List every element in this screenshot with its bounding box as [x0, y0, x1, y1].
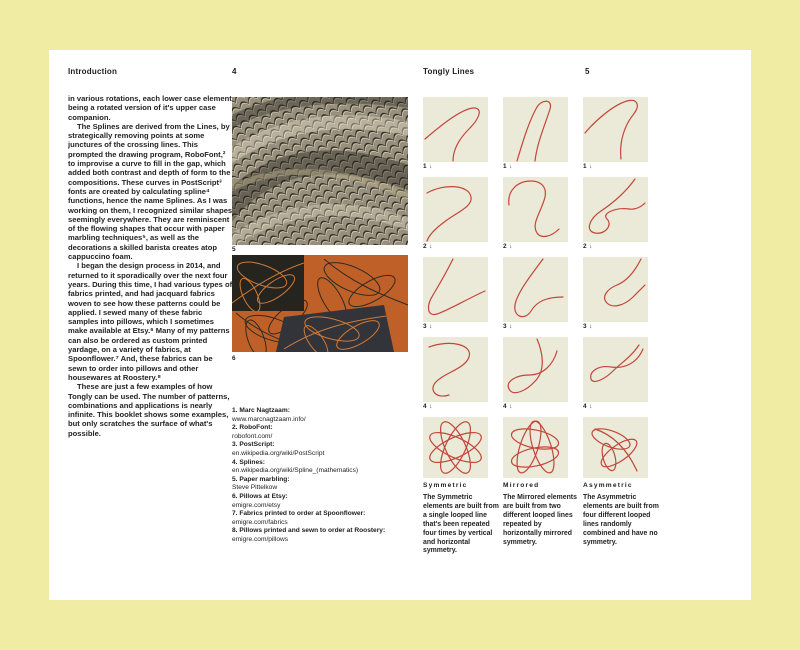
spline-tile — [503, 337, 568, 402]
spline-tile — [583, 257, 648, 322]
spline-tile — [423, 97, 488, 162]
symmetric-element-tile — [423, 417, 488, 478]
row-label: 2 ↓ — [583, 243, 593, 250]
row-label: 3 ↓ — [503, 323, 513, 330]
row-label: 2 ↓ — [423, 243, 433, 250]
pillows-photo — [232, 255, 408, 352]
footnote-value: emigre.com/pillows — [232, 535, 289, 543]
spline-tile — [423, 257, 488, 322]
paper-marbling-graphic — [232, 97, 408, 245]
footnote-value: en.wikipedia.org/wiki/PostScript — [232, 449, 325, 457]
body-paragraph: in various rotations, each lower case element being a rotated version of it's upper case companion. — [68, 94, 232, 122]
left-page-title: Introduction — [68, 67, 118, 76]
introduction-body-text — [68, 94, 233, 438]
row-label: 1 ↓ — [423, 163, 433, 170]
pillows-graphic — [232, 255, 408, 352]
footnote-label: 8. Pillows printed and sewn to order at Roostery: — [232, 527, 386, 535]
spline-tile — [423, 337, 488, 402]
right-page-number: 5 — [585, 67, 590, 76]
footnote-value: Steve Pittelkow — [232, 484, 278, 492]
footnote-value: robofont.com/ — [232, 432, 273, 440]
spline-tile — [583, 177, 648, 242]
spline-tile — [583, 97, 648, 162]
mirrored-element-tile — [503, 417, 568, 478]
row-label: 1 ↓ — [583, 163, 593, 170]
row-label: 3 ↓ — [423, 323, 433, 330]
spline-tile — [503, 177, 568, 242]
row-label: 1 ↓ — [503, 163, 513, 170]
asymmetric-element-tile — [583, 417, 648, 478]
column-heading-symmetric: Symmetric — [423, 482, 468, 489]
spline-tile — [583, 337, 648, 402]
row-label: 4 ↓ — [583, 403, 593, 410]
row-label: 4 ↓ — [503, 403, 513, 410]
body-paragraph: I began the design process in 2014, and returned to it sporadically over the next four years. During this time, I had various types of fabrics printed, and had jacquard fabrics woven to see how these patterns could be applied. I sewed many of these fabric samples into pillows, which I sometimes make available at Etsy.⁶ Many of my patterns can also be ordered as custom printed yardage, on a variety of fabrics, at Spoonflower.⁷ And, these fabrics can be sewn to order into pillows and other housewares at Roostery.⁸ — [68, 261, 233, 382]
figure-caption: 5 — [232, 246, 236, 253]
footnote-value: emigre.com/etsy — [232, 501, 281, 509]
footnote-label: 2. RoboFont: — [232, 424, 273, 432]
left-page-number: 4 — [232, 67, 237, 76]
row-label: 2 ↓ — [503, 243, 513, 250]
footnotes-list — [232, 407, 412, 545]
spline-tile — [423, 177, 488, 242]
spline-tile — [503, 97, 568, 162]
footnote-value: emigre.com/fabrics — [232, 518, 288, 526]
footnote-label: 7. Fabrics printed to order at Spoonflower: — [232, 510, 366, 518]
column-description: The Asymmetric elements are built from four different looped lines randomly combined and have no symmetry. — [583, 494, 659, 546]
column-heading-asymmetric: Asymmetric — [583, 482, 633, 489]
body-paragraph: These are just a few examples of how Tongly can be used. The number of patterns, combinations and applications is nearly infinite. This booklet shows some examples, but only scratches the surface of what's possible. — [68, 382, 230, 438]
body-paragraph: The Splines are derived from the Lines, by strategically removing points at some junctures of the crossing lines. This prompted the drawing program, RoboFont,² to improvise a curve to fill in the gap, which added both contrast and depth of form to the compositions. These curves in PostScript³ fonts are created by calculating spline⁴ functions, hence the name Splines. As I was working on them, I recognized similar shapes seemingly everywhere. They are reminiscent of the flowing shapes that occur with paper marbling techniques⁵, as well as the decorations a skilled barista creates atop cappuccino foam. — [68, 121, 233, 262]
booklet-spread — [49, 50, 751, 600]
footnote-label: 3. PostScript: — [232, 441, 275, 449]
row-label: 4 ↓ — [423, 403, 433, 410]
footnote-value: www.marcnagtzaam.info/ — [232, 415, 306, 423]
column-heading-mirrored: Mirrored — [503, 482, 540, 489]
footnote-label: 1. Marc Nagtzaam: — [232, 407, 290, 414]
column-description: The Mirrored elements are built from two different looped lines repeated by horizontally mirrored symmetry. — [503, 494, 577, 546]
footnote-label: 4. Splines: — [232, 458, 265, 466]
right-page-title: Tongly Lines — [423, 67, 475, 76]
footnote-value: en.wikipedia.org/wiki/Spline_(mathematics) — [232, 467, 359, 475]
footnote-label: 6. Pillows at Etsy: — [232, 492, 288, 500]
column-description: The Symmetric elements are built from a single looped line that's been repeated four times by vertical and horizontal symmetry. — [423, 494, 499, 555]
spline-tile — [503, 257, 568, 322]
footnote-label: 5. Paper marbling: — [232, 475, 290, 483]
row-label: 3 ↓ — [583, 323, 593, 330]
paper-marbling-photo — [232, 97, 408, 245]
figure-caption: 6 — [232, 355, 236, 362]
